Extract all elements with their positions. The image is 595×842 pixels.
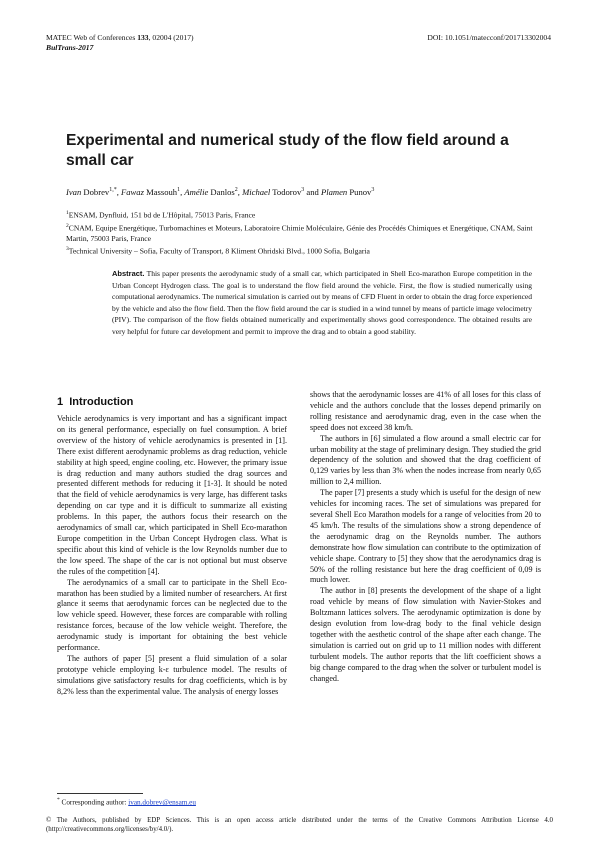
paper-title: Experimental and numerical study of the flow field around a small car <box>66 132 509 169</box>
paragraph: shows that the aerodynamic losses are 41% of all loses for this class of vehicle and the authors conclude that the losses depend primarily on rolling resistance and aerodynamic drag, even in the case when the speed does not exceed 38 km/h. <box>310 390 541 432</box>
section-heading: 1 Introduction <box>57 396 134 408</box>
email-link[interactable]: ivan.dobrev@ensam.eu <box>128 798 196 807</box>
paragraph: The author in [8] presents the development of the shape of a light road vehicle by means of flow simulation with Navier-Stokes and Boltzmann lattices solvers. The aerodynamic optimization is done by design evolution from low-drag body to the final vehicle design together with the aesthetic control of the shape after each change. The simulation is carried out on grid up to 11 million nodes with different turbulent models. The author reports that the lift coefficient shows a big change compared to the drag when the solver or turbulent model is changed. <box>310 586 541 683</box>
right-column <box>310 390 541 684</box>
paragraph: The authors in [6] simulated a flow around a small electric car for urban mobility at the stage of preliminary design. They studied the grid dependency of the solution and showed that the drag coefficient of 0,129 varies by less than 3% when the nodes increase from nearly 0,65 million to 2,4 million. <box>310 433 541 487</box>
affiliations <box>66 208 546 257</box>
license-notice: © The Authors, published by EDP Sciences. This is an open access article distributed under the terms of the Creative Commons Attribution License 4.0 (http://creativecommons.org/licenses/by/4.0/). <box>46 817 553 834</box>
left-column <box>57 414 287 698</box>
paragraph: The paper [7] presents a study which is useful for the design of new vehicles for incoming races. The set of simulations was prepared for several Shell Eco Marathon models for a range of velocities from 20 to 45 km/h. The results of the simulations show a strong dependence of the aerodynamic drag on the Reynolds number. The authors demonstrate how flow simulation can contribute to the optimization of vehicle shape. Contrary to [5] they show that the aerodynamics drag is 50% of the rolling resistance but here the drag coefficient of 0,09 is much lower. <box>310 488 541 585</box>
conference-name: BulTrans-2017 <box>46 43 94 52</box>
paragraph: The authors of paper [5] present a fluid simulation of a solar prototype vehicle employing k-ε turbulence model. The results of simulations give satisfactory results for drag coefficients, which is by 8,2% less than the experimental value. The analysis of energy losses <box>57 653 287 696</box>
author-list: Ivan Dobrev$^{1,*}$, Fawaz Massouh$^1$, Amélie Danlos$^2$, Michael Todorov$^3$ and Plamen Punov$^3$ <box>66 186 375 197</box>
paragraph: The aerodynamics of a small car to participate in the Shell Eco-marathon has been studied by a limited number of researchers. At first glance it seems that aerodynamic forces can be neglected due to the low vehicle speed. However, these forces are comparable with rolling resistance forces, because of the low vehicle weight. Therefore, the aerodynamic study is important for obtaining the best vehicle performance. <box>57 577 287 653</box>
footnote-divider <box>57 793 143 794</box>
journal-citation: MATEC Web of Conferences 133, 02004 (2017) <box>46 33 194 42</box>
abstract-label: Abstract. <box>112 269 145 278</box>
abstract <box>112 268 532 338</box>
affiliation-1: $^1$ENSAM, Dynfluid, 151 bd de L'Hôpital, 75013 Paris, France <box>66 210 256 220</box>
affiliation-2: $^2$CNAM, Equipe Energétique, Turbomachines et Moteurs, Laboratoire Chimie Moléculaire, Génie des Procédés Chimiques et Energétique, CNAM, Saint Martin, 75003 Paris, France <box>66 222 533 243</box>
abstract-text: This paper presents the aerodynamic study of a small car, which participated in Shell Eco-marathon Europe competition in the Urban Concept Hydrogen class. The goal is to understand the flow field around the vehicle. First, the flow is studied numerically using computational aerodynamics. The numerical simulation is carried out by means of CFD Fluent in order to obtain the drag force experienced by the vehicle and also the flow field. Then the flow field around the car is studied in a wind tunnel by means of particle image velocimetry (PIV). The comparison of the flow fields obtained numerically and experimentally shows good correspondence. The obtained results are very helpful for future car development and permit to improve the drag and to obtain a good stability. <box>112 269 532 336</box>
footnote: * Corresponding author: ivan.dobrev@ensam.eu <box>57 797 196 807</box>
affiliation-3: $^3$Technical University – Sofia, Faculty of Transport, 8 Kliment Ohridski Blvd., 1000 Sofia, Bulgaria <box>66 245 370 256</box>
paragraph: Vehicle aerodynamics is very important and has a significant impact on its general performance, especially on fuel consumption. A brief overview of the history of vehicle aerodynamics is presented in [1]. There exist different aerodynamic problems as drag reduction, vehicle stability at high speed, engine cooling, etc. However, the primary issue is drag reduction and many authors studied the drag sources and presented different methods for reducing it [1-3]. It should be noted that the field of vehicle aerodynamics is very large, has different tasks depending on car type and it is difficult to summarize all existing problems. In this paper, the authors focus their research on the aerodynamics of small car, which participated in Shell Eco-marathon Europe competition in the Urban Concept Hydrogen class. What is specific about this kind of vehicle is the low Reynolds number due to the low speed. The shape of the car is not optional but must observe the rules of the competition [4]. <box>57 414 287 576</box>
doi-text: DOI: 10.1051/matecconf/201713302004 <box>427 33 551 42</box>
